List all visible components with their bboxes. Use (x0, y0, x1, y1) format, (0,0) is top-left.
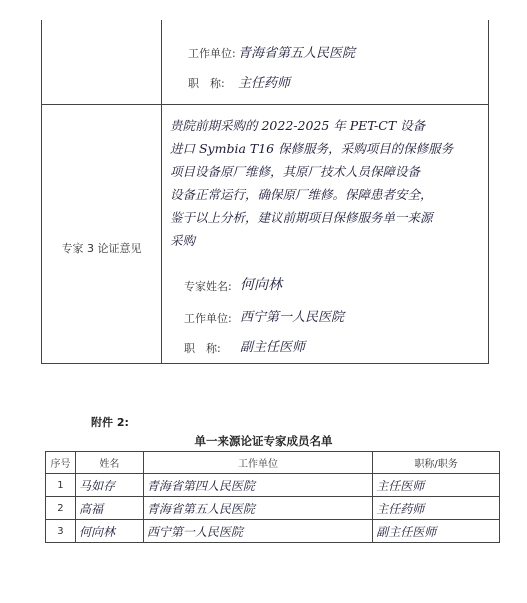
opinion-line: 采购 (170, 233, 196, 248)
row-number: 3 (46, 520, 76, 543)
row-number: 2 (46, 497, 76, 520)
table-row (46, 474, 500, 497)
expert2-unit-label: 工作单位: (188, 47, 236, 60)
opinion-line: 贵院前期采购的 2022-2025 年 PET-CT 设备 (170, 118, 426, 133)
expert-list-table (45, 451, 500, 543)
expert-unit: 青海省第五人民医院 (143, 497, 372, 520)
expert3-unit-label: 工作单位: (184, 312, 232, 325)
column-header-no: 序号 (46, 452, 76, 474)
expert3-opinion-label: 专家 3 论证意见 (61, 242, 142, 255)
expert3-unit-value: 西宁第一人民医院 (240, 310, 345, 325)
expert-name: 何向林 (75, 520, 143, 543)
expert-name: 高福 (75, 497, 143, 520)
expert3-title-label: 职 称: (184, 342, 221, 355)
expert2-title-value: 主任药师 (238, 76, 291, 91)
expert-list-title: 单一来源论证专家成员名单 (194, 434, 333, 448)
opinion-line: 鉴于以上分析，建议前期项目保修服务单一来源 (170, 210, 433, 225)
expert-name: 马如存 (75, 474, 143, 497)
table-row (46, 520, 500, 543)
expert-title: 副主任医师 (373, 520, 500, 543)
expert-unit: 青海省第四人民医院 (143, 474, 372, 497)
expert-title: 主任医师 (373, 474, 500, 497)
expert-unit: 西宁第一人民医院 (143, 520, 372, 543)
expert-title: 主任药师 (373, 497, 500, 520)
column-header-unit: 工作单位 (143, 452, 372, 474)
expert3-name-label: 专家姓名: (184, 280, 232, 293)
row-number: 1 (46, 474, 76, 497)
column-divider (161, 20, 162, 363)
expert-opinion-table (41, 20, 489, 364)
attachment-heading: 附件 2: (91, 416, 129, 429)
table-row (46, 497, 500, 520)
opinion-line: 设备正常运行，确保原厂维修。保障患者安全， (170, 187, 433, 202)
column-header-title: 职称/职务 (373, 452, 500, 474)
expert2-unit-value: 青海省第五人民医院 (238, 46, 356, 61)
opinion-line: 进口 Symbia T16 保修服务，采购项目的保修服务 (170, 141, 454, 156)
expert3-name-value: 何向林 (240, 277, 282, 293)
expert3-opinion-text (170, 114, 490, 252)
row-divider (42, 104, 488, 105)
table-header-row (46, 452, 500, 474)
expert3-title-value: 副主任医师 (240, 340, 306, 355)
expert2-title-label: 职 称: (188, 77, 225, 90)
opinion-line: 项目设备原厂维修，其原厂技术人员保障设备 (170, 164, 421, 179)
column-header-name: 姓名 (75, 452, 143, 474)
